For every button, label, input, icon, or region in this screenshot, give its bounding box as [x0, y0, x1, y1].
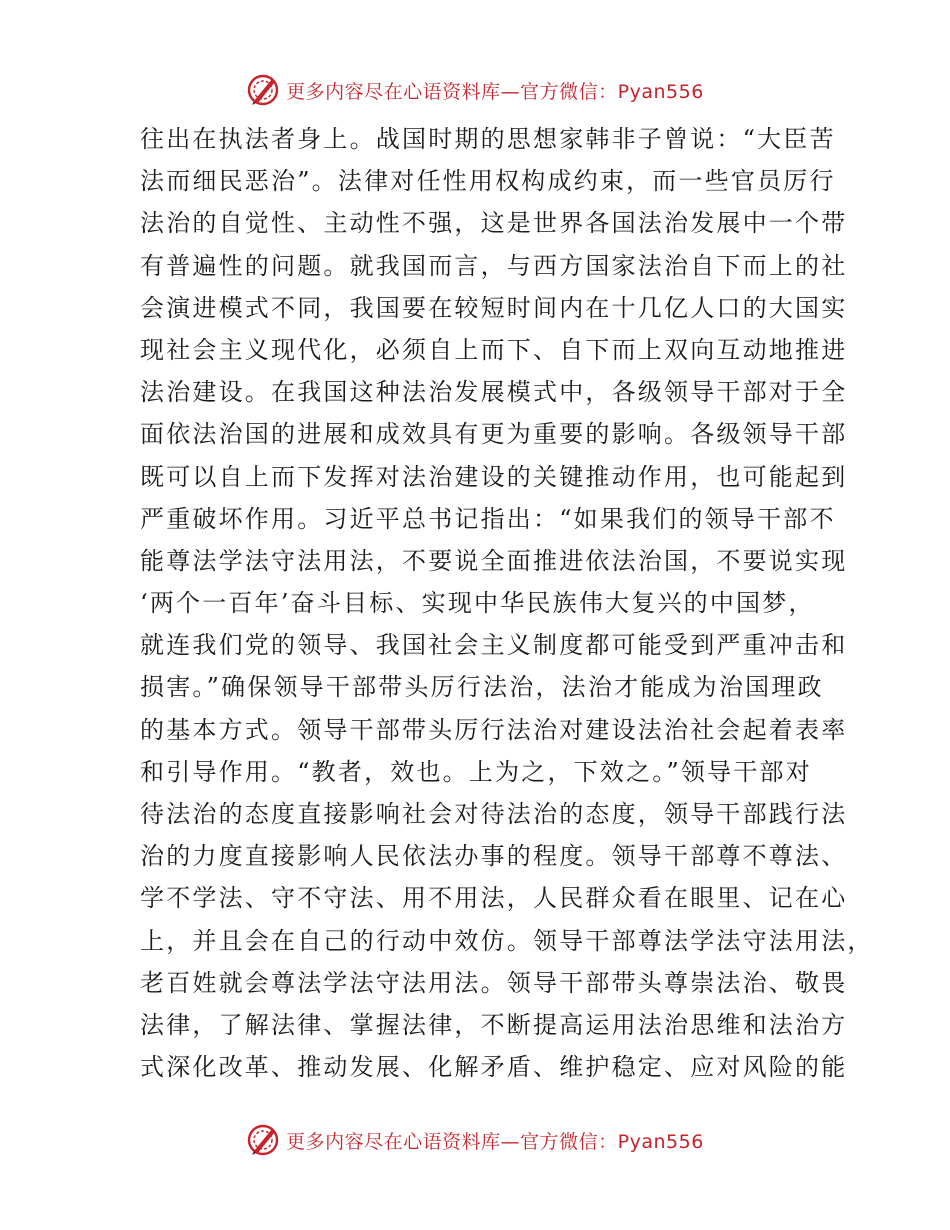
- body-line: 治的力度直接影响人民依法办事的程度。领导干部尊不尊法、: [140, 842, 848, 871]
- body-line: 法治的自觉性、主动性不强，这是世界各国法治发展中一个带: [140, 209, 848, 238]
- body-line: 老百姓就会尊法学法守法用法。领导干部带头尊崇法治、敬畏: [140, 968, 848, 997]
- footer-watermark-text: 更多内容尽在心语资料库—官方微信：Pyan556: [286, 1130, 704, 1153]
- header-watermark: [0, 70, 950, 110]
- pen-seal-logo-icon: [246, 73, 280, 107]
- footer-watermark: [0, 1120, 950, 1160]
- body-line: 严重破坏作用。习近平总书记指出：“如果我们的领导干部不: [140, 504, 836, 533]
- body-line: 待法治的态度直接影响社会对待法治的态度，领导干部践行法: [140, 800, 848, 828]
- body-line: 有普遍性的问题。就我国而言，与西方国家法治自下而上的社: [140, 251, 848, 280]
- body-line: 既可以自上而下发挥对法治建设的关键推动作用，也可能起到: [140, 462, 848, 491]
- body-line: 现社会主义现代化，必须自上而下、自下而上双向互动地推进: [140, 335, 848, 364]
- body-line: 法而细民恶治”。法律对任性用权构成约束，而一些官员厉行: [140, 167, 836, 196]
- body-line: 的基本方式。领导干部带头厉行法治对建设法治社会起着表率: [140, 715, 848, 744]
- body-line: 面依法治国的进展和成效具有更为重要的影响。各级领导干部: [140, 420, 848, 449]
- body-line: 法律，了解法律、掌握法律，不断提高运用法治思维和法治方: [140, 1010, 848, 1039]
- body-line: 上，并且会在自己的行动中效仿。领导干部尊法学法守法用法，: [140, 926, 874, 955]
- body-line: 能尊法学法守法用法，不要说全面推进依法治国，不要说实现: [140, 546, 848, 575]
- body-line: ‘两个一百年’奋斗目标、实现中华民族伟大复兴的中国梦，: [140, 589, 815, 618]
- body-line: 和引导作用。“教者，效也。上为之，下效之。”领导干部对: [140, 757, 812, 786]
- body-line: 法治建设。在我国这种法治发展模式中，各级领导干部对于全: [140, 378, 848, 407]
- body-line: 损害。”确保领导干部带头厉行法治，法治才能成为治国理政: [140, 673, 824, 702]
- body-line: 会演进模式不同，我国要在较短时间内在十几亿人口的大国实: [140, 293, 848, 322]
- pen-seal-logo-icon: [246, 1123, 280, 1157]
- document-body: [140, 118, 874, 1088]
- body-line: 式深化改革、推动发展、化解矛盾、维护稳定、应对风险的能: [140, 1053, 848, 1082]
- body-line: 就连我们党的领导、我国社会主义制度都可能受到严重冲击和: [140, 631, 848, 660]
- body-line: 学不学法、守不守法、用不用法，人民群众看在眼里、记在心: [140, 884, 848, 913]
- header-watermark-text: 更多内容尽在心语资料库—官方微信：Pyan556: [286, 80, 704, 103]
- body-line: 往出在执法者身上。战国时期的思想家韩非子曾说：“大臣苦: [140, 125, 836, 153]
